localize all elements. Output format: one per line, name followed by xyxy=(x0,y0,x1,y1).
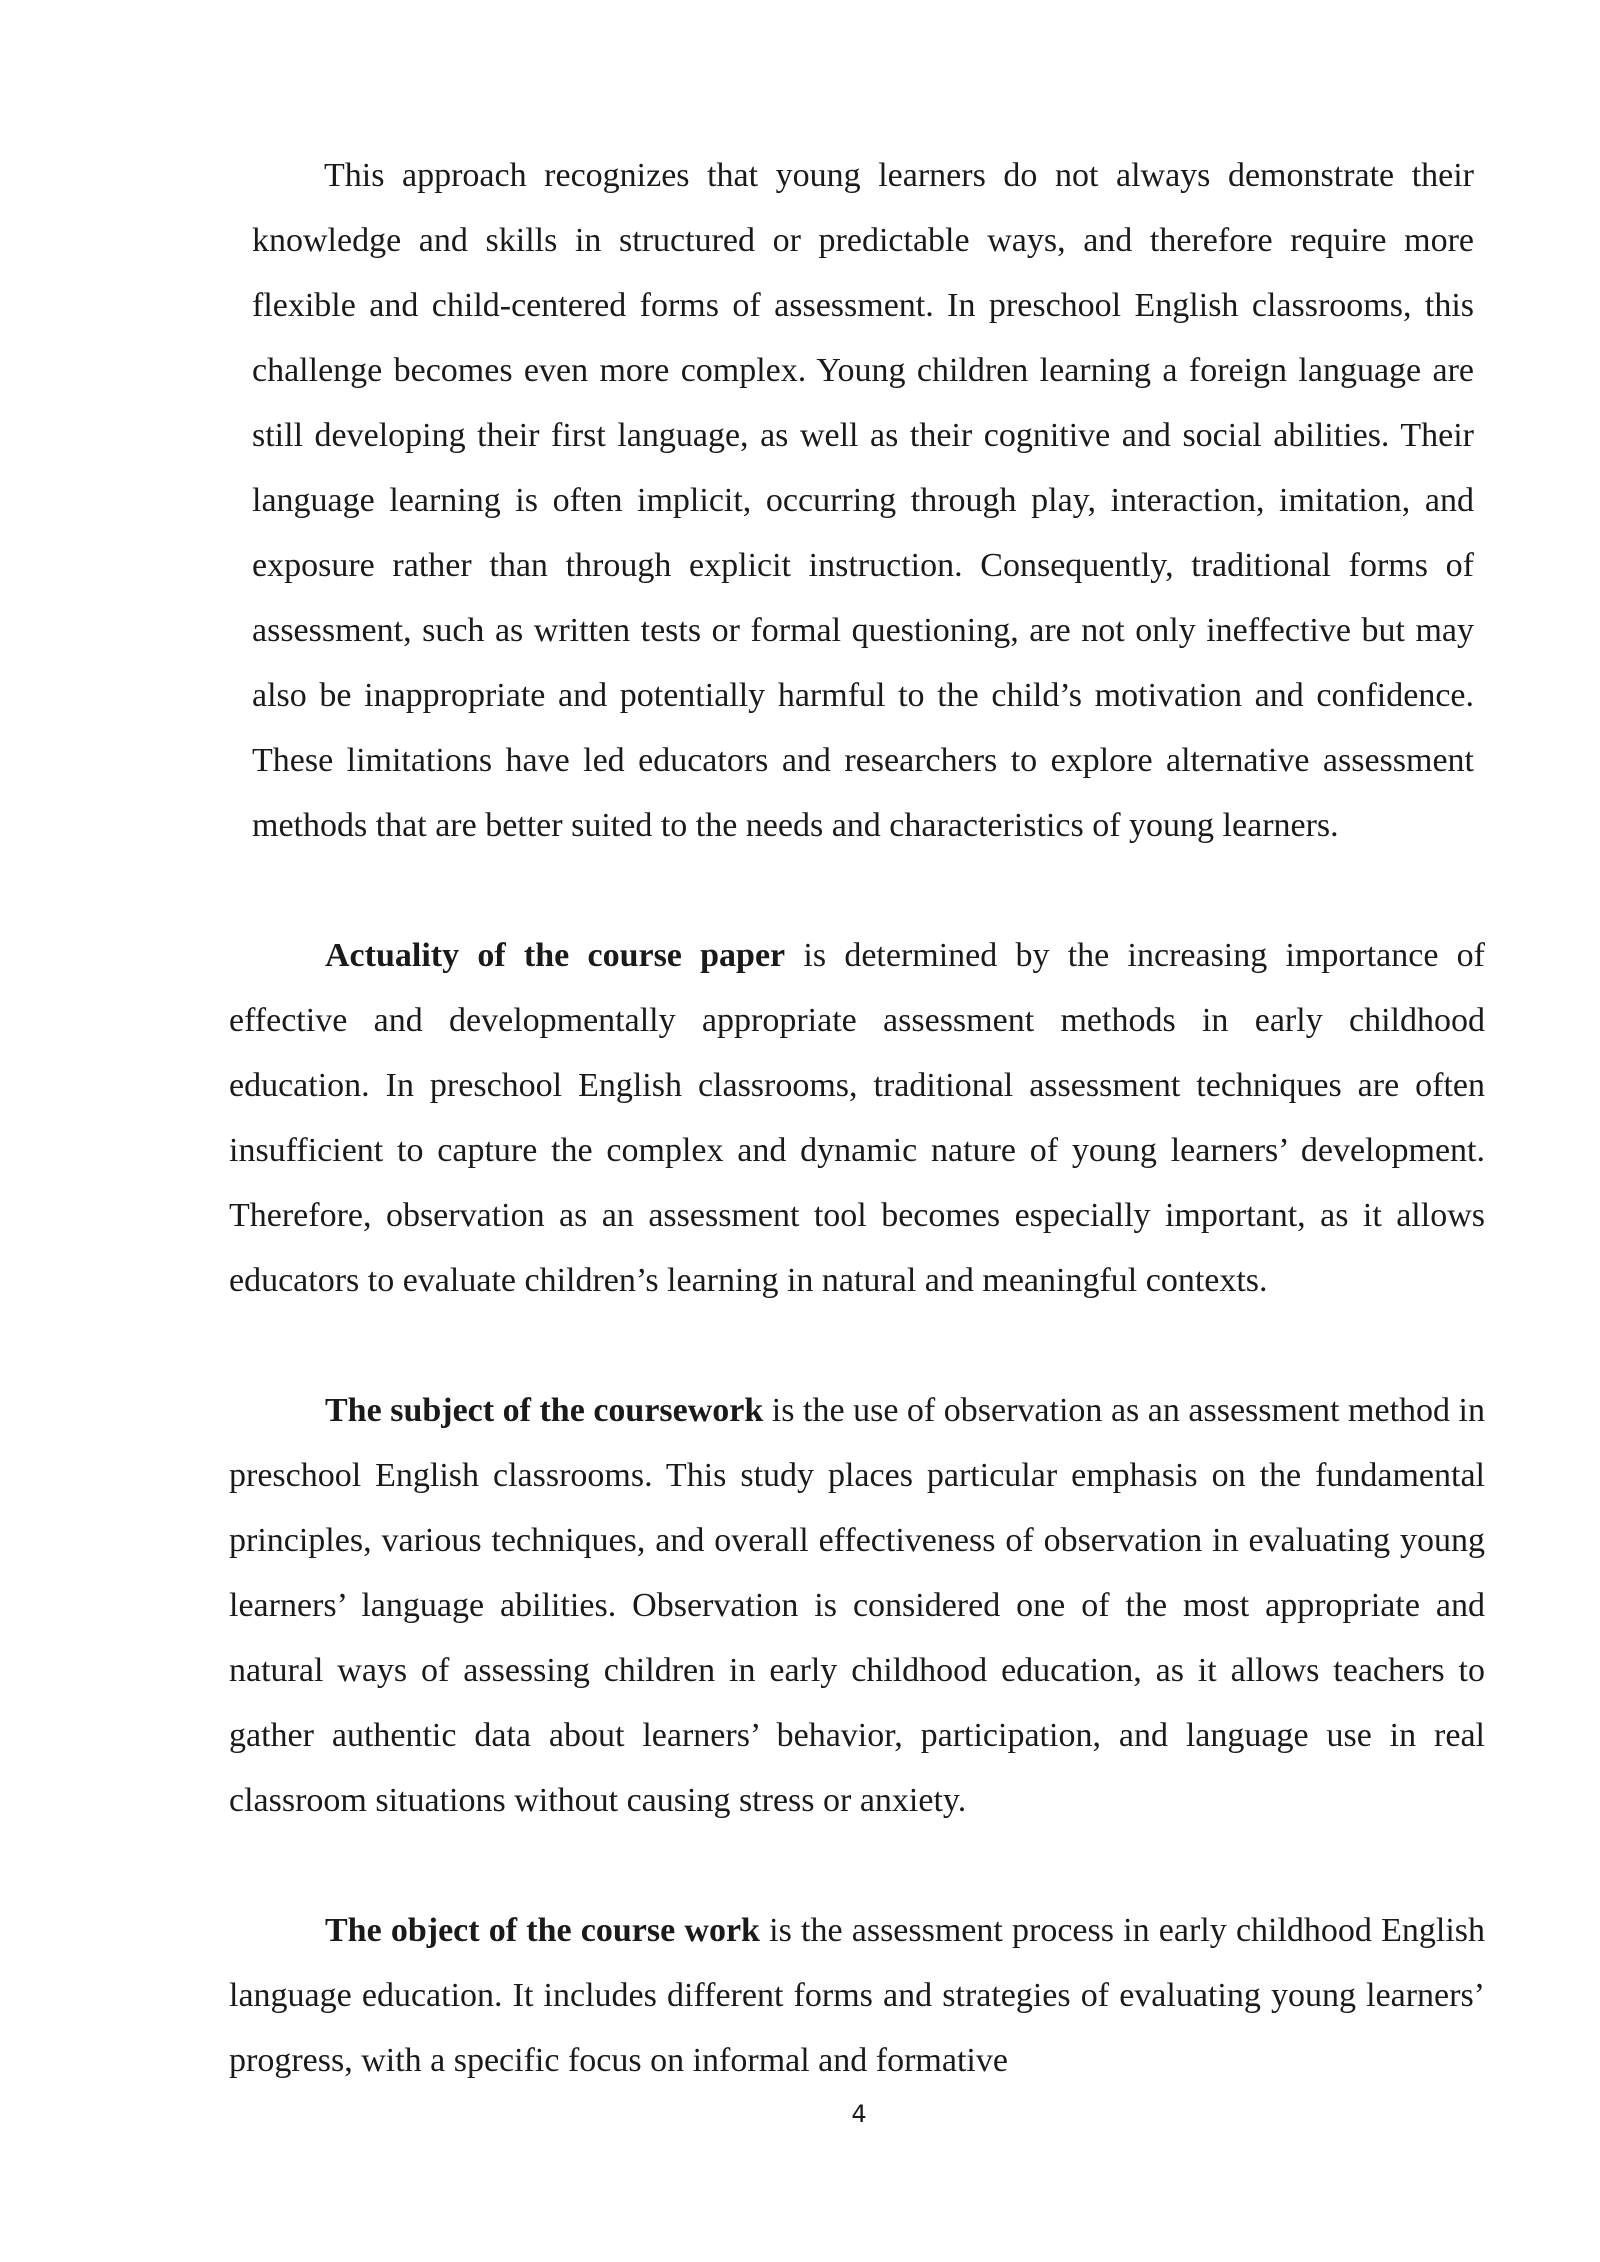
subject-heading: The subject of the coursework xyxy=(325,1392,764,1429)
object-heading: The object of the course work xyxy=(325,1912,760,1949)
subject-paragraph xyxy=(229,1378,1485,1833)
actuality-heading: Actuality of the course paper xyxy=(325,937,786,974)
page-number: 4 xyxy=(851,2100,867,2128)
object-paragraph xyxy=(229,1898,1485,2093)
continued-paragraph: This approach recognizes that young learners do not always demonstrate their knowledge and skills in structured or predictable ways, and therefore require more flexible and child-centered forms of assessment. In preschool English classrooms, this challenge becomes even more complex. Young children learning a foreign language are still developing their first language, as well as their cognitive and social abilities. Their language learning is often implicit, occurring through play, interaction, imitation, and exposure rather than through explicit instruction. Consequently, traditional forms of assessment, such as written tests or formal questioning, are not only ineffective but may also be inappropriate and potentially harmful to the child’s motivation and confidence. These limitations have led educators and researchers to explore alternative assessment methods that are better suited to the needs and characteristics of young learners. xyxy=(252,157,1474,844)
subject-text: is the use of observation as an assessment method in preschool English classrooms. This study places particular emphasis on the fundamental principles, various techniques, and overall effectiveness of observation in evaluating young learners’ language abilities. Observation is considered one of the most appropriate and natural ways of assessing children in early childhood education, as it allows teachers to gather authentic data about learners’ behavior, participation, and language use in real classroom situations without causing stress or anxiety. xyxy=(229,1392,1485,1819)
object-text: is the assessment process in early childhood English language education. It includes different forms and strategies of evaluating young learners’ progress, with a specific focus on informal and formative xyxy=(229,1912,1486,2079)
actuality-text: is determined by the increasing importance of effective and developmentally appropriate assessment methods in early childhood education. In preschool English classrooms, traditional assessment techniques are often insufficient to capture the complex and dynamic nature of young learners’ development. Therefore, observation as an assessment tool becomes especially important, as it allows educators to evaluate children’s learning in natural and meaningful contexts. xyxy=(229,937,1485,1299)
actuality-paragraph xyxy=(229,923,1485,1313)
